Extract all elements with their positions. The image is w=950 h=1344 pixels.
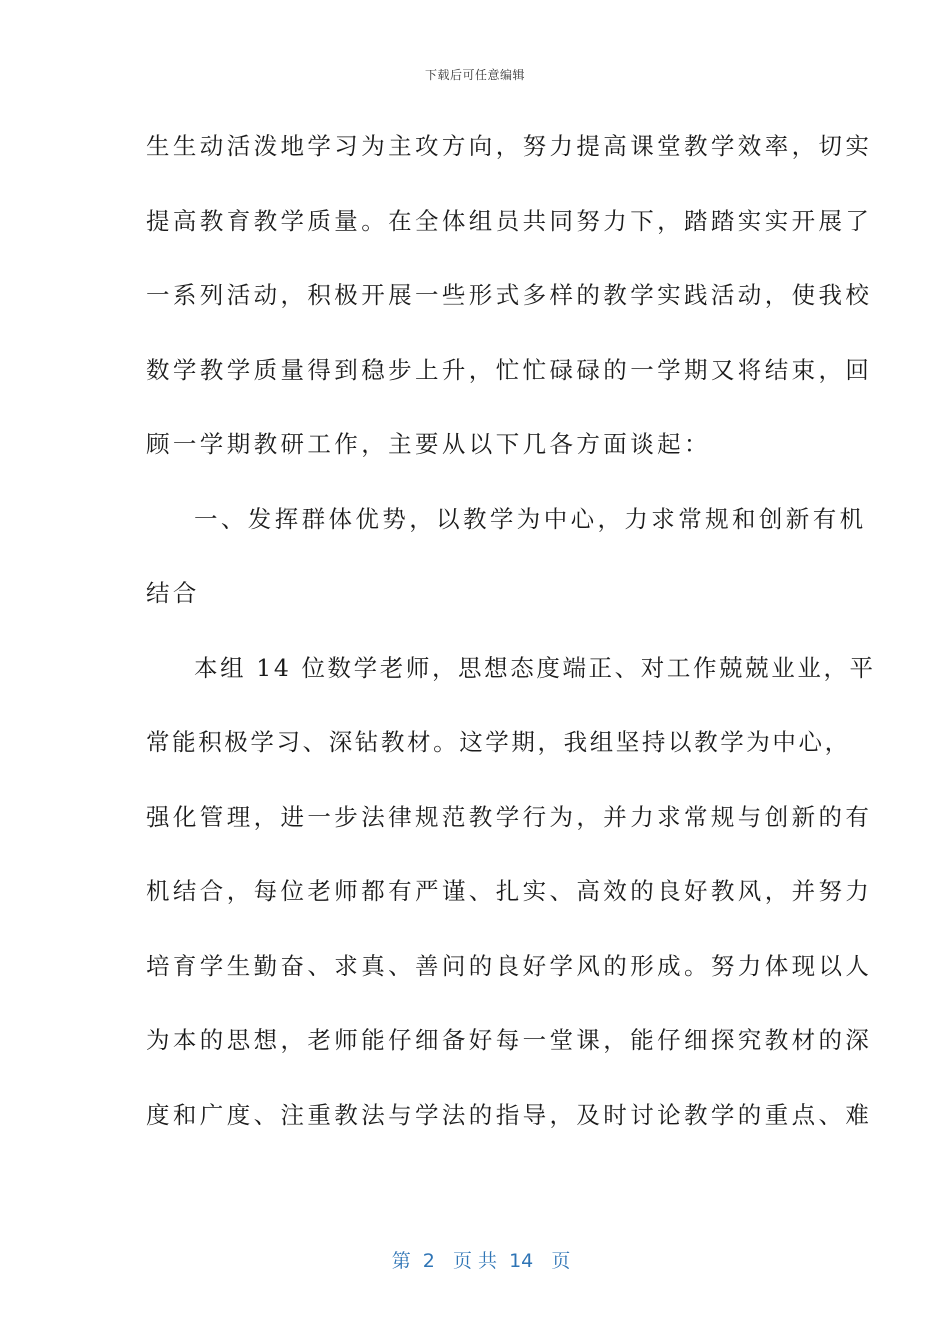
- section-heading-line: 结合: [146, 579, 200, 607]
- paragraph-line: 常能积极学习、深钻教材。这学期，我组坚持以教学为中心，: [146, 728, 851, 756]
- section-heading-line: 一、发挥群体优势，以教学为中心，力求常规和创新有机: [194, 504, 867, 533]
- paragraph-line: 数学教学质量得到稳步上升，忙忙碌碌的一学期又将结束，回: [146, 355, 873, 384]
- paragraph-line: 提高教育教学质量。在全体组员共同努力下，踏踏实实开展了: [146, 206, 873, 235]
- paragraph-line: 强化管理，进一步法律规范教学行为，并力求常规与创新的有: [146, 802, 873, 831]
- paragraph-line: 为本的思想，老师能仔细备好每一堂课，能仔细探究教材的深: [146, 1026, 873, 1054]
- paragraph-line: 一系列活动，积极开展一些形式多样的教学实践活动，使我校: [146, 281, 873, 309]
- paragraph-line: 机结合，每位老师都有严谨、扎实、高效的良好教风，并努力: [146, 877, 873, 905]
- page-number-footer: [0, 1224, 950, 1273]
- paragraph-line: 生生动活泼地学习为主攻方向，努力提高课堂教学效率，切实: [146, 132, 873, 160]
- paragraph-line: 培育学生勤奋、求真、善问的良好学风的形成。努力体现以人: [146, 951, 873, 980]
- paragraph-line: 顾一学期教研工作，主要从以下几各方面谈起：: [146, 430, 711, 458]
- page-number-label: 第 2 页 共 14 页: [391, 1250, 571, 1272]
- paragraph-line: 度和广度、注重教法与学法的指导，及时讨论教学的重点、难: [146, 1100, 873, 1129]
- header-note: 下载后可任意编辑: [424, 68, 525, 82]
- paragraph-line: 本组 14 位数学老师，思想态度端正、对工作兢兢业业，平: [194, 653, 876, 682]
- document-body: [146, 124, 876, 1167]
